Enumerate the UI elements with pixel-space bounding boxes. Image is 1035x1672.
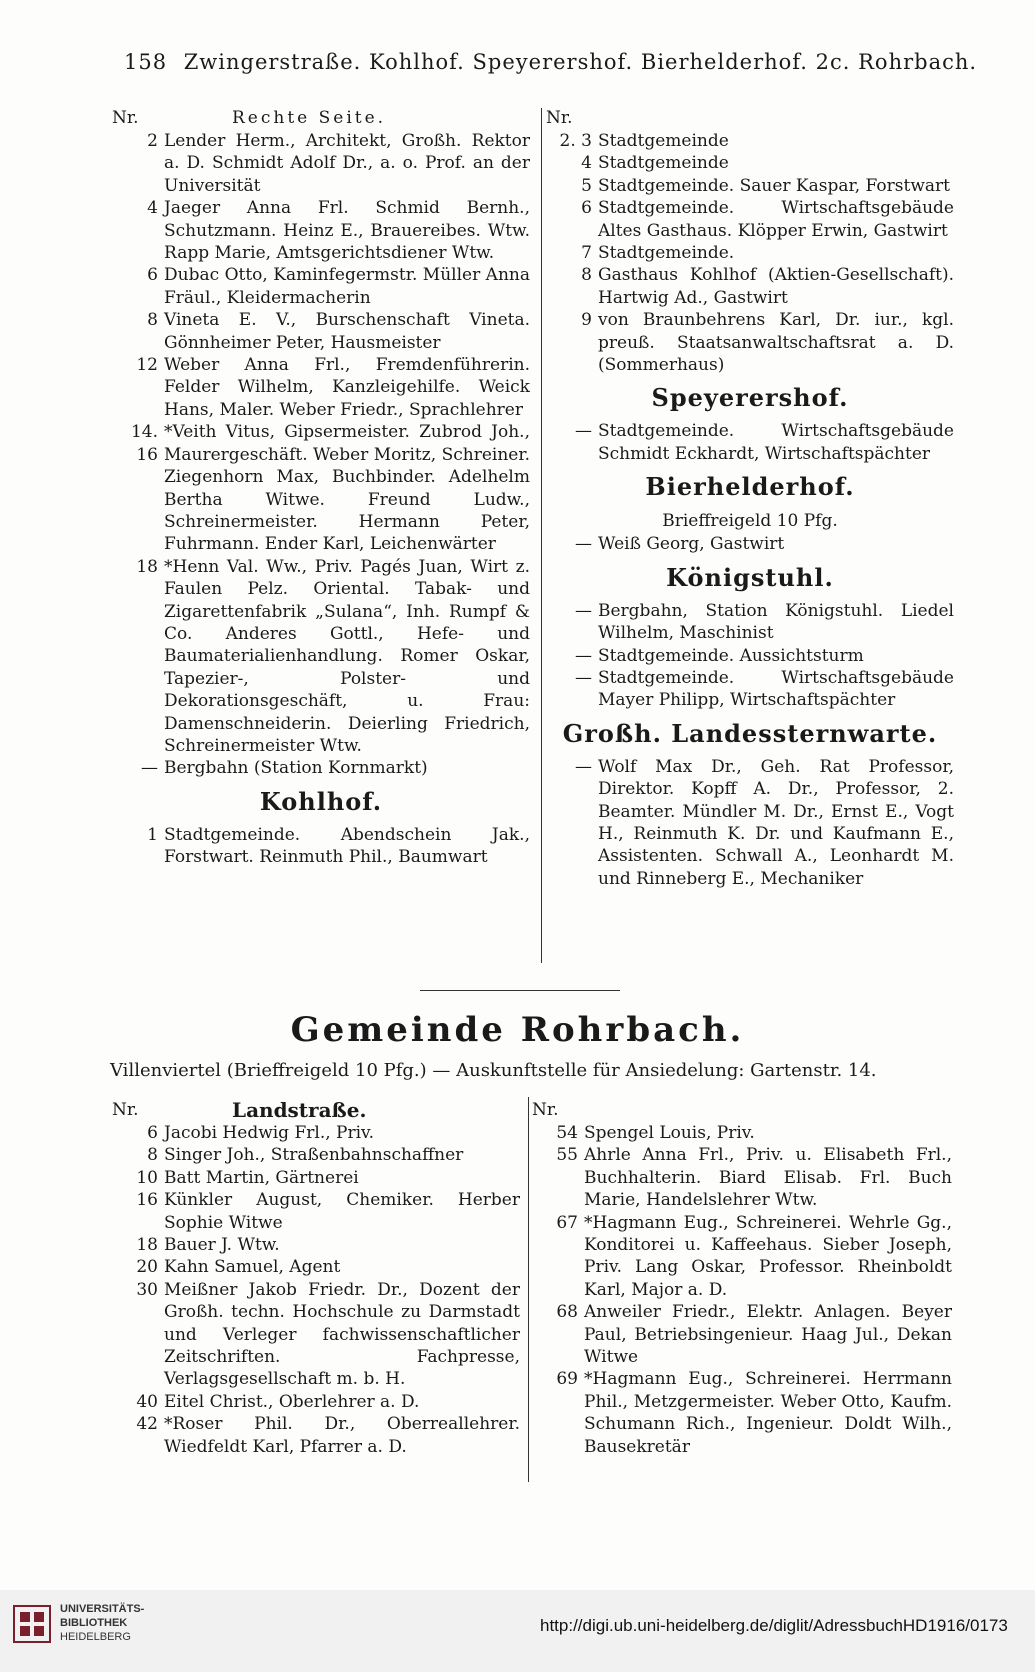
- section-title-sternwarte: Großh. Landessternwarte.: [562, 718, 938, 748]
- entry-list: [546, 600, 954, 712]
- directory-entry: [532, 1122, 952, 1144]
- column-head: [532, 1098, 952, 1122]
- library-name: [60, 1602, 144, 1644]
- entry-text: Meißner Jakob Friedr. Dr., Dozent der Großh. techn. Hochschule zu Darmstadt und Verleger fachwissenschaftlicher Zeitschriften. Fachpresse, Verlagsgesellschaft m. b. H.: [164, 1279, 520, 1390]
- entry-text: Bergbahn, Station Königstuhl. Liedel Wilhelm, Maschinist: [598, 600, 954, 644]
- column-head: [112, 1098, 520, 1122]
- entry-text: Bauer J. Wtw.: [164, 1235, 280, 1256]
- running-title: Zwingerstraße. Kohlhof. Speyerershof. Bierhelderhof. 2c. Rohrbach.: [183, 50, 978, 74]
- column-head: [546, 106, 954, 130]
- house-number: 8: [581, 265, 592, 286]
- nr-label: Nr.: [112, 1100, 139, 1120]
- entry-list: [546, 533, 954, 555]
- entry-text: *Veith Vitus, Gipsermeister. Zubrod Joh., Maurergeschäft. Weber Moritz, Schreiner. Ziegenhorn Max, Buchbinder. Adelhelm Bertha Witwe. Freund Ludw., Schreinermeister. Hermann Peter, Fuhrmann. Ender Karl, Leichenwärter: [164, 422, 530, 555]
- column-head: [112, 106, 530, 130]
- house-number: 9: [581, 310, 592, 331]
- house-number: 4: [581, 153, 592, 174]
- house-number: 54: [556, 1123, 578, 1143]
- entry-text: *Hagmann Eug., Schreinerei. Wehrle Gg., Konditorei u. Kaffeehaus. Sieber Joseph, Priv. Lang Oskar, Professor. Rheinboldt Karl, Major a. D.: [584, 1212, 952, 1300]
- directory-entry: [546, 756, 954, 890]
- house-number: 18: [136, 1235, 158, 1256]
- library-line: HEIDELBERG: [60, 1631, 131, 1643]
- entry-text: *Roser Phil. Dr., Oberreallehrer. Wiedfeldt Karl, Pfarrer a. D.: [164, 1414, 520, 1457]
- entry-text: Lender Herm., Architekt, Großh. Rektor a. D. Schmidt Adolf Dr., a. o. Prof. an der Universität: [164, 131, 530, 196]
- entry-text: Stadtgemeinde.: [598, 243, 735, 264]
- right-column-top: [546, 106, 954, 890]
- entry-text: Stadtgemeinde. Abendschein Jak., Forstwart. Reinmuth Phil., Baumwart: [164, 824, 530, 868]
- entry-text: Stadtgemeinde. Sauer Kaspar, Forstwart: [598, 175, 950, 196]
- house-number: 69: [556, 1369, 578, 1390]
- directory-entry: [112, 197, 530, 264]
- house-number: 40: [136, 1391, 158, 1412]
- section-title-kohlhof: Kohlhof.: [259, 786, 383, 816]
- directory-entry: [112, 757, 530, 779]
- directory-entry: [112, 1189, 520, 1234]
- nr-label: Nr.: [532, 1100, 559, 1120]
- gemeinde-subline: Villenviertel (Brieffreigeld 10 Pfg.) — Auskunftstelle für Ansiedelung: Gartenstr. 14.: [110, 1060, 877, 1081]
- directory-entry: [112, 1234, 520, 1256]
- entry-text: Eitel Christ., Oberlehrer a. D.: [164, 1391, 420, 1412]
- directory-entry: [546, 600, 954, 645]
- entry-text: Wolf Max Dr., Geh. Rat Professor, Direktor. Kopff A. Dr., Professor, 2. Beamter. Mündler M. Dr., Ernst E., Vogt H., Reinmuth K. Dr. und Kaufmann E., Assistenten. Schwall A., Leonhardt M. und Rinneberg E., Mechaniker: [598, 756, 954, 889]
- directory-entry: [112, 556, 530, 758]
- column-divider: [541, 108, 542, 963]
- entry-list: [546, 130, 954, 376]
- directory-entry: [546, 533, 954, 555]
- entry-text: Jaeger Anna Frl. Schmid Bernh., Schutzmann. Heinz E., Brauereibes. Wtw. Rapp Marie, Amtsgerichtsdiener Wtw.: [164, 198, 530, 264]
- rohrbach-right-column: [532, 1098, 952, 1458]
- entry-text: Ahrle Anna Frl., Priv. u. Elisabeth Frl., Buchhalterin. Biard Elisab. Frl. Buch Marie, Handelslehrer Wtw.: [584, 1145, 952, 1211]
- house-number: 20: [136, 1257, 158, 1278]
- directory-entry: [546, 152, 954, 174]
- directory-entry: [112, 1279, 520, 1391]
- house-number: 6: [147, 1123, 158, 1143]
- house-number: 14. 16: [130, 422, 158, 465]
- entry-list: [112, 824, 530, 869]
- section-rule: [420, 990, 620, 991]
- house-number: —: [575, 421, 592, 442]
- directory-entry: [546, 667, 954, 712]
- house-number: 5: [581, 175, 592, 196]
- page-number: 158: [124, 50, 168, 74]
- directory-entry: [546, 242, 954, 264]
- rohrbach-left-column: [112, 1098, 520, 1458]
- house-number: 67: [556, 1212, 578, 1233]
- directory-entry: [546, 197, 954, 242]
- directory-entry: [112, 824, 530, 869]
- university-library-logo-icon: [12, 1604, 52, 1644]
- nr-label: Nr.: [112, 108, 139, 128]
- house-number: 18: [136, 556, 158, 577]
- directory-entry: [532, 1212, 952, 1302]
- directory-entry: [112, 1167, 520, 1189]
- entry-text: Künkler August, Chemiker. Herber Sophie Witwe: [164, 1190, 520, 1233]
- directory-entry: [546, 175, 954, 197]
- directory-entry: [112, 309, 530, 354]
- left-column-top: [112, 106, 530, 869]
- directory-entry: [112, 1256, 520, 1278]
- house-number: —: [575, 756, 592, 777]
- house-number: 12: [136, 355, 158, 376]
- nr-label: Nr.: [546, 108, 573, 128]
- column-divider: [528, 1097, 529, 1482]
- section-title-speyerershof: Speyerershof.: [651, 383, 849, 413]
- directory-entry: [112, 421, 530, 555]
- library-line: BIBLIOTHEK: [60, 1617, 128, 1629]
- entry-text: von Braunbehrens Karl, Dr. iur., kgl. preuß. Staatsanwaltschaftsrat a. D. (Sommerhaus): [598, 310, 954, 376]
- house-number: —: [575, 667, 592, 688]
- entry-text: Stadtgemeinde. Wirtschaftsgebäude Altes Gasthaus. Klöpper Erwin, Gastwirt: [598, 198, 954, 241]
- gemeinde-title: Gemeinde Rohrbach.: [290, 1010, 745, 1050]
- directory-entry: [546, 645, 954, 667]
- section-title-bierhelderhof: Bierhelderhof.: [645, 472, 855, 502]
- entry-text: *Hagmann Eug., Schreinerei. Herrmann Phil., Metzgermeister. Weber Otto, Kaufm. Schumann Rich., Ingenieur. Doldt Wilh., Bausekretär: [584, 1369, 952, 1457]
- directory-entry: [112, 1144, 520, 1166]
- section-subtitle: Brieffreigeld 10 Pfg.: [662, 511, 838, 532]
- house-number: —: [575, 600, 592, 621]
- house-number: 7: [581, 243, 592, 264]
- house-number: 10: [136, 1167, 158, 1188]
- house-number: 6: [147, 265, 158, 286]
- entry-text: Singer Joh., Straßenbahnschaffner: [164, 1145, 464, 1166]
- entry-list: [112, 1122, 520, 1458]
- entry-text: Vineta E. V., Burschenschaft Vineta. Gönnheimer Peter, Hausmeister: [164, 310, 530, 353]
- house-number: 68: [556, 1302, 578, 1323]
- street-title: Landstraße.: [232, 1098, 367, 1122]
- entry-text: Kahn Samuel, Agent: [164, 1257, 341, 1278]
- entry-text: Gasthaus Kohlhof (Aktien-Gesellschaft). Hartwig Ad., Gastwirt: [598, 265, 954, 308]
- house-number: 30: [136, 1279, 158, 1300]
- entry-text: Spengel Louis, Priv.: [584, 1123, 755, 1143]
- entry-list: [532, 1122, 952, 1458]
- directory-entry: [112, 264, 530, 309]
- directory-entry: [532, 1368, 952, 1458]
- directory-entry: [546, 264, 954, 309]
- entry-list: [546, 420, 954, 465]
- directory-entry: [532, 1144, 952, 1211]
- house-number: —: [141, 758, 158, 779]
- entry-text: Weiß Georg, Gastwirt: [598, 534, 785, 555]
- entry-text: Jacobi Hedwig Frl., Priv.: [164, 1123, 375, 1143]
- entry-text: Stadtgemeinde. Wirtschaftsgebäude Schmidt Eckhardt, Wirtschaftspächter: [598, 421, 954, 464]
- house-number: 16: [136, 1190, 158, 1211]
- library-line: UNIVERSITÄTS-: [60, 1603, 145, 1615]
- entry-text: Bergbahn (Station Kornmarkt): [164, 758, 428, 779]
- entry-text: *Henn Val. Ww., Priv. Pagés Juan, Wirt z. Faulen Pelz. Oriental. Tabak- und Zigarettenfabrik „Sulana“, Inh. Rumpf & Co. Anderes Gottl., Hefe- und Baumaterialienhandlung. Romer Oskar, Tapezier-, Polster- und Dekorationsgeschäft, u. Frau: Damenschneiderin. Deierling Friedrich, Schreinermeister Wtw.: [164, 556, 530, 756]
- footer-bar: [0, 1590, 1035, 1672]
- house-number: 4: [147, 198, 158, 219]
- directory-entry: [546, 130, 954, 152]
- entry-text: Stadtgemeinde. Wirtschaftsgebäude Mayer Philipp, Wirtschaftspächter: [598, 667, 954, 711]
- house-number: —: [575, 534, 592, 555]
- entry-text: Anweiler Friedr., Elektr. Anlagen. Beyer Paul, Betriebsingenieur. Haag Jul., Dekan Witwe: [584, 1302, 952, 1368]
- house-number: 8: [147, 1145, 158, 1166]
- directory-entry: [112, 354, 530, 421]
- entry-text: Weber Anna Frl., Fremdenführerin. Felder Wilhelm, Kanzleigehilfe. Weick Hans, Maler. Weber Friedr., Sprachlehrer: [164, 355, 530, 420]
- directory-entry: [546, 309, 954, 376]
- page-header: [124, 50, 978, 82]
- side-label: Rechte Seite.: [232, 108, 387, 128]
- entry-text: Stadtgemeinde: [598, 131, 729, 151]
- directory-entry: [532, 1301, 952, 1368]
- entry-text: Batt Martin, Gärtnerei: [164, 1167, 359, 1188]
- house-number: 55: [556, 1145, 578, 1166]
- directory-entry: [112, 1391, 520, 1413]
- directory-entry: [112, 130, 530, 197]
- section-title-koenigstuhl: Königstuhl.: [666, 562, 834, 592]
- house-number: 2: [147, 131, 158, 151]
- house-number: 8: [147, 310, 158, 331]
- source-url-link[interactable]: http://digi.ub.uni-heidelberg.de/diglit/AdressbuchHD1916/0173: [540, 1616, 1008, 1635]
- house-number: 6: [581, 198, 592, 219]
- house-number: 42: [136, 1414, 158, 1435]
- directory-entry: [112, 1413, 520, 1458]
- entry-list: [112, 130, 530, 780]
- entry-text: Dubac Otto, Kaminfegermstr. Müller Anna Fräul., Kleidermacherin: [164, 265, 530, 308]
- directory-entry: [546, 420, 954, 465]
- house-number: 2. 3: [559, 131, 592, 151]
- entry-list: [546, 756, 954, 890]
- house-number: —: [575, 645, 592, 666]
- house-number: 1: [147, 824, 158, 845]
- directory-entry: [112, 1122, 520, 1144]
- entry-text: Stadtgemeinde: [598, 153, 729, 174]
- entry-text: Stadtgemeinde. Aussichtsturm: [598, 645, 864, 666]
